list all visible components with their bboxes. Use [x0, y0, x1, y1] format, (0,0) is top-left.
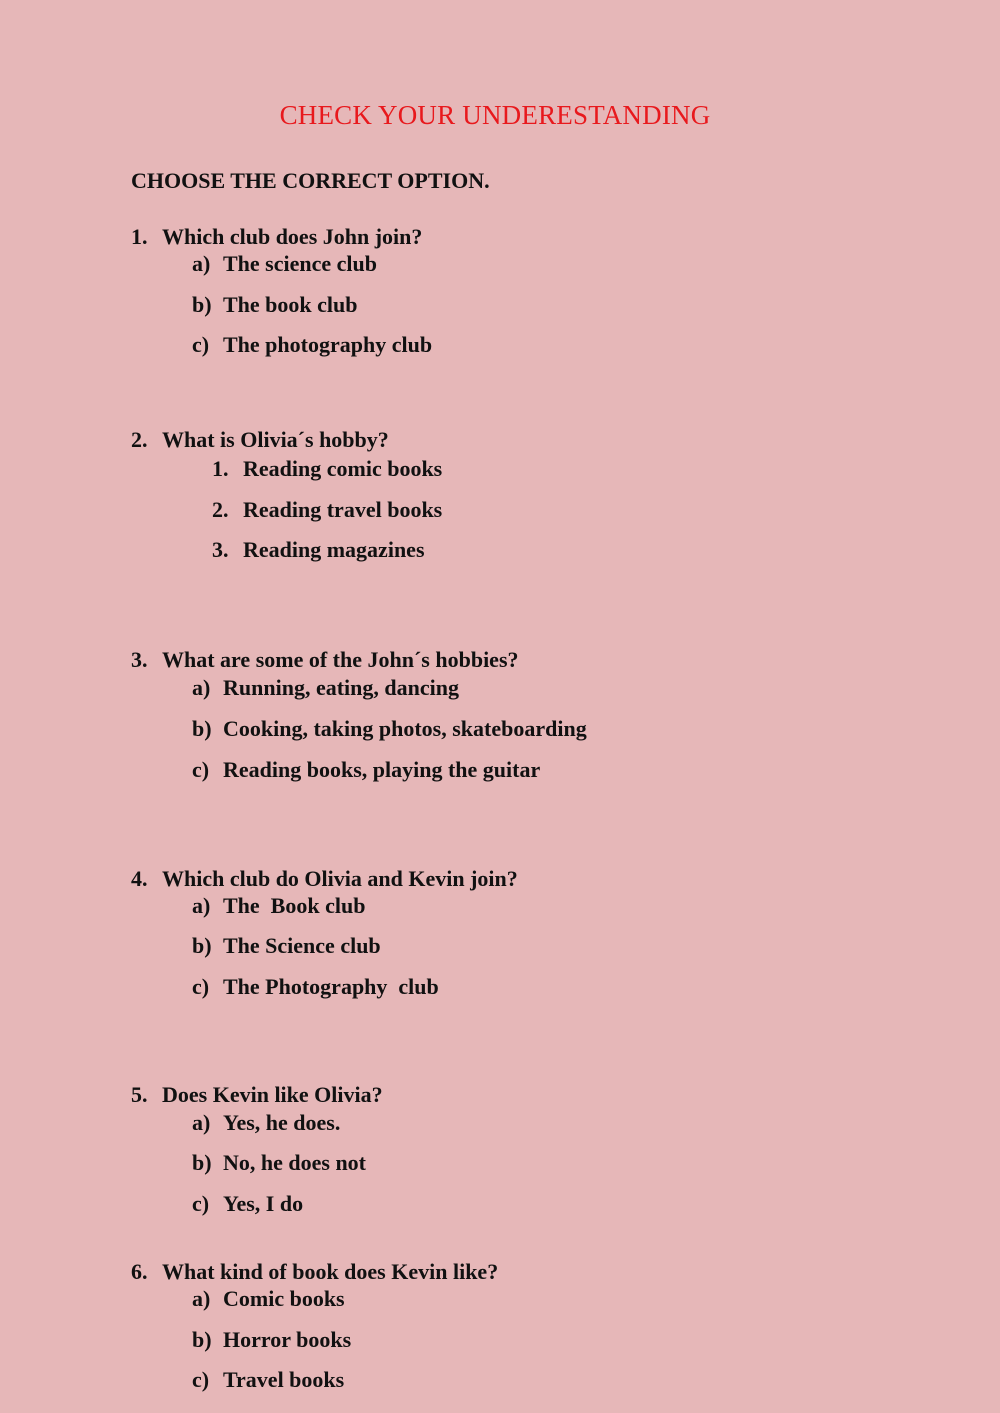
option-marker: b) — [192, 292, 212, 317]
question-text: Does Kevin like Olivia? — [162, 1082, 383, 1107]
option-5c[interactable] — [192, 1191, 303, 1217]
option-marker: c) — [192, 332, 210, 357]
option-text: The Science club — [223, 933, 381, 958]
option-marker: a) — [192, 893, 211, 918]
option-marker: c) — [192, 757, 210, 782]
option-marker: b) — [192, 1327, 212, 1352]
option-marker: b) — [192, 1150, 212, 1175]
option-marker: c) — [192, 1191, 210, 1216]
option-text: Reading books, playing the guitar — [223, 757, 541, 782]
option-marker: b) — [192, 716, 212, 741]
option-text: Cooking, taking photos, skateboarding — [223, 716, 587, 741]
question-5 — [131, 1082, 383, 1108]
option-marker: c) — [192, 1367, 210, 1392]
option-text: The book club — [223, 292, 358, 317]
option-marker: c) — [192, 974, 210, 999]
option-3a[interactable] — [192, 675, 459, 701]
question-number: 6. — [131, 1259, 148, 1284]
option-marker: a) — [192, 251, 211, 276]
question-number: 1. — [131, 224, 148, 249]
option-text: Horror books — [223, 1327, 352, 1352]
question-6 — [131, 1259, 498, 1285]
option-2-1[interactable] — [212, 456, 442, 482]
option-text: Reading comic books — [243, 456, 443, 481]
option-5a[interactable] — [192, 1110, 340, 1136]
option-text: Reading travel books — [243, 497, 443, 522]
option-text: Reading magazines — [243, 537, 425, 562]
option-text: Travel books — [223, 1367, 345, 1392]
option-text: The photography club — [223, 332, 433, 357]
option-3c[interactable] — [192, 757, 540, 783]
question-text: What is Olivia´s hobby? — [162, 427, 389, 452]
option-text: The Photography club — [223, 974, 439, 999]
option-text: The Book club — [223, 893, 366, 918]
option-1c[interactable] — [192, 332, 432, 358]
question-text: What are some of the John´s hobbies? — [162, 647, 519, 672]
question-1 — [131, 224, 422, 250]
option-6b[interactable] — [192, 1327, 351, 1353]
option-4c[interactable] — [192, 974, 439, 1000]
option-6a[interactable] — [192, 1286, 345, 1312]
question-2 — [131, 427, 389, 453]
option-2-3[interactable] — [212, 537, 425, 563]
option-marker: 1. — [212, 456, 229, 481]
option-3b[interactable] — [192, 716, 587, 742]
question-number: 3. — [131, 647, 148, 672]
option-4b[interactable] — [192, 933, 381, 959]
question-4 — [131, 866, 518, 892]
option-1a[interactable] — [192, 251, 377, 277]
question-3 — [131, 647, 519, 673]
question-text: Which club does John join? — [162, 224, 423, 249]
page-title: CHECK YOUR UNDERESTANDING — [279, 100, 711, 130]
option-marker: a) — [192, 1110, 211, 1135]
instruction: CHOOSE THE CORRECT OPTION. — [131, 168, 490, 193]
option-text: No, he does not — [223, 1150, 367, 1175]
question-number: 2. — [131, 427, 148, 452]
option-2-2[interactable] — [212, 497, 442, 523]
option-text: Yes, I do — [223, 1191, 304, 1216]
option-marker: 2. — [212, 497, 229, 522]
option-5b[interactable] — [192, 1150, 366, 1176]
option-marker: 3. — [212, 537, 229, 562]
option-marker: a) — [192, 1286, 211, 1311]
option-marker: b) — [192, 933, 212, 958]
option-6c[interactable] — [192, 1367, 344, 1393]
option-text: Comic books — [223, 1286, 345, 1311]
option-marker: a) — [192, 675, 211, 700]
option-text: Yes, he does. — [223, 1110, 341, 1135]
option-4a[interactable] — [192, 893, 365, 919]
question-text: Which club do Olivia and Kevin join? — [162, 866, 518, 891]
option-text: Running, eating, dancing — [223, 675, 459, 700]
question-text: What kind of book does Kevin like? — [162, 1259, 499, 1284]
option-text: The science club — [223, 251, 377, 276]
question-number: 4. — [131, 866, 148, 891]
question-number: 5. — [131, 1082, 148, 1107]
option-1b[interactable] — [192, 292, 358, 318]
